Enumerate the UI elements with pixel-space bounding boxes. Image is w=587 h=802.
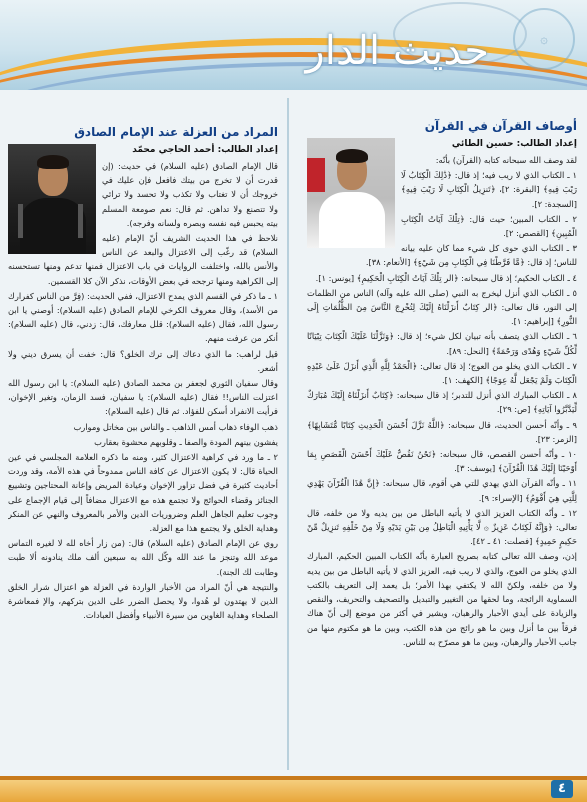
paragraph: إذن، وصف الله تعالى كتابه بصريح العبارة بأنّه الكتاب المبين الحكيم، المبارك الذي يخلو من العوج، والذي لا ريب فيه، العزيز الذي لا يأتيه الباطل من بين يديه ولا من خلفه، ولكنّ الله لا يكتفي بهذا الأمر؛ بل يعمد إلى التعريف بالكتب السماوية الرائجة، وما لحقها من التغيير والتبديل والتصحيف والتحريف، والنقص والزيادة على أيدي الأحبار والرهبان، ويشير في أكثر من موضع إلى أنّ هناك فرقاً بين ما أنزل وبين ما هو رائج من هذه الكتب، وبين ما هو مكتوم منها من جانب الأحبار والرهبان، وبين ما هو مصرّح به للناس.: [307, 551, 577, 647]
poem-verse: ذهب الوفاء ذهاب أمس الذاهب ـ والناس بين مخاتل وموارب: [73, 421, 278, 432]
paragraph: ٨ ـ الكتاب المبارك الذي أنزل للتدبر؛ إذ قال سبحانه: ﴿كِتَابٌ أَنزَلْنَاهُ إِلَيْكَ مُبَارَكٌ لِّيَدَّبَّرُوا آيَاتِهِ﴾ [ص: ٢٩].: [307, 390, 577, 415]
photo-figure: [336, 149, 368, 163]
paragraph: ١٢ ـ وأنّه الكتاب العزيز الذي لا يأتيه الباطل من بين يديه ولا من خلفه، قال تعالى: ﴿وَإِنَّهُ لَكِتَابٌ عَزِيزٌ ۞ لَّا يَأْتِيهِ الْبَاطِلُ مِن بَيْنِ يَدَيْهِ وَلَا مِنْ خَلْفِهِ تَنزِيلٌ مِّنْ حَكِيمٍ حَمِيدٍ﴾ [فصلت: ٤١ ـ ٤٢].: [307, 507, 577, 547]
page-footer: [0, 776, 587, 802]
paragraph: ٢ ـ ما ورد في كراهية الاعتزال كثير، ومنه ما ذكره العلامة المجلسي في عين الحياة قال: لا يكون الاعتزال عن كافة الناس ممدوحاً في هذه الأمة، وقد وردت أحاديث كثيرة في فضل تزاور الإخوان وعيادة المريض وإعانة المحتاجين وتشييع الجنائز وقضاء الحوائج ولا تجتمع هذه مع الاعتزال مضافاً إلى قيام الإجماع على وجوب تعليم الجاهل العلم وضروريات الدين والأمر بالمعروف والنهي عن المنكر وهداية الخلق ولا يجتمع هذا مع العزلة.: [8, 452, 278, 534]
author-photo: [8, 144, 96, 254]
photo-figure: [37, 155, 69, 169]
paragraph: والنتيجة هي أنّ المراد من الأخبار الواردة في العزلة هو اعتزال شرار الخلق الذين لا يهتدون لو هُدوا، ولا يحصل الضرر على الدين بتركهم، والإ فمعاشرة الصلحاء وهداية الغاوين من سيرة الأنبياء وأفضل العبادات.: [8, 581, 278, 621]
paragraph: وقال سفيان الثوري لجعفر بن محمد الصادق (عليه السلام): يا ابن رسول الله اعتزلت الناس!! فقال (عليه السلام): يا سفيان، فسد الزمان، وتغير الإخوان، فرأيت الانفراد أسكن للفؤاد. ثم قال (عليه السلام):: [8, 378, 278, 417]
article-heading: المراد من العزلة عند الإمام الصادق: [74, 125, 278, 139]
article-author: إعداد الطالب: حسين الطائي: [451, 139, 577, 149]
page-header: [0, 0, 587, 90]
paragraph: ٧ ـ الكتاب الذي يخلو من العوج؛ إذ قال تعالى: ﴿الْحَمْدُ لِلَّهِ الَّذِي أَنزَلَ عَلَىٰ عَبْدِهِ الْكِتَابَ وَلَمْ يَجْعَل لَّهُ عِوَجًا﴾ [الكهف: ١].: [307, 360, 577, 386]
paragraph: ١٠ ـ وأنّه أحسن القصص، قال سبحانه: ﴿نَحْنُ نَقُصُّ عَلَيْكَ أَحْسَنَ الْقَصَصِ بِمَا أَوْحَيْنَا إِلَيْكَ هَٰذَا الْقُرْآنَ﴾ [يوسف: ٣].: [307, 449, 577, 474]
article-author: إعداد الطالب: أحمد الحاجي محمّد: [132, 145, 278, 155]
article-right: [307, 100, 577, 770]
photo-figure: [319, 192, 385, 248]
paragraph: قال الإمام الصادق (عليه السلام) في حديث: (إن قدرت أن لا تخرج من بيتك فافعل فإن عليك في خروجك أن لا تغتاب ولا تكذب ولا تحسد ولا ترائي ولا تتصنع ولا تداهن. ثم قال: نعم صومعة المسلم بيته يحبس فيه نفسه وبصره ولسانه وفرجه).: [102, 161, 278, 228]
paragraph: قيل لراهب: ما الذي دعاك إلى ترك الخلق؟ قال: خفت أن يسرق ديني ولا أشعر.: [8, 348, 278, 373]
paragraph: ١١ ـ وأنّه القرآن الذي يهدي للتي هي أقوم، قال سبحانه: ﴿إِنَّ هَٰذَا الْقُرْآنَ يَهْدِي لِلَّتِي هِيَ أَقْوَمُ﴾ [الإسراء: ٩].: [307, 478, 577, 503]
background-banner: [307, 158, 325, 192]
footer-band: [0, 776, 587, 780]
photo-figure: [20, 198, 86, 254]
poem-verse: يفشون بينهم المودة والصفا ـ وقلوبهم محشوة بعقارب: [94, 436, 278, 447]
calligraphy-logo-icon: ۞: [513, 8, 575, 70]
article-left: [8, 100, 278, 770]
paragraph: ٩ ـ وأنّه أحسن الحديث، قال سبحانه: ﴿اللَّهُ نَزَّلَ أَحْسَنَ الْحَدِيثِ كِتَابًا مُّتَشَابِهًا﴾ [الزمر: ٢٣].: [307, 419, 577, 444]
paragraph: ١ ـ ما ذكر في القسم الذي يمدح الاعتزال، ففي الحديث: (فِرَّ من الناس كفرارك من الأسد)، وقال معروف الكرخي للإمام الصادق (عليه السلام): أوصني يا ابن رسول الله، فقال (عليه السلام): قلل معارفك، قال: زدني، قال (عليه السلام): أنكر من عرفت منهم.: [8, 290, 278, 344]
author-photo: [307, 138, 395, 248]
paragraph: روي عن الإمام الصادق (عليه السلام) قال: (من زار أخاه لله لا لغيره التماس موعد الله وتنجز ما عند الله وكّل الله به سبعين ألف ملك ينادونه ألا طبت وطابت لك الجنة).: [8, 538, 278, 577]
article-heading: أوصاف القرآن في القرآن: [424, 119, 577, 133]
paragraph: نلاحظ في هذا الحديث الشريف أنّ الإمام (عليه السلام) قد رغّب إلى الاعتزال والبعد عن الناس والأنس بالله، واختلفت الروايات في باب الاعتزال فمنها تدعم ومنها تستحسنه إلى الكراهية ومنها ترجحه في بعض الأوقات، نذكر الآن كلا القسمين.: [8, 233, 278, 286]
microphone: [18, 204, 23, 238]
paragraph: ٤ ـ الكتاب الحكيم؛ إذ قال سبحانه: ﴿الر تِلْكَ آيَاتُ الْكِتَابِ الْحَكِيمِ﴾ [يونس: ١].: [315, 272, 577, 283]
paragraph: ٢ ـ الكتاب المبين؛ حيث قال: ﴿تِلْكَ آيَاتُ الْكِتَابِ الْمُبِينِ﴾ [القصص: ٢].: [401, 213, 577, 239]
page-number: ٤: [551, 780, 573, 798]
paragraph: ٦ ـ الكتاب الذي يتصف بأنه تبيان لكل شيء؛ إذ قال: ﴿وَنَزَّلْنَا عَلَيْكَ الْكِتَابَ تِبْيَانًا لِّكُلِّ شَيْءٍ وَهُدًى وَرَحْمَةً﴾ [النحل: ٨٩].: [307, 331, 577, 356]
section-title: حديث الدار: [305, 28, 489, 74]
paragraph: ١ ـ الكتاب الذي لا ريب فيه؛ إذ قال: ﴿ذَٰلِكَ الْكِتَابُ لَا رَيْبَ فِيهِ﴾ [البقرة: ٢]، ﴿تَنزِيلُ الْكِتَابِ لَا رَيْبَ فِيهِ﴾ [السجدة: ٢].: [401, 170, 577, 209]
column-divider: [287, 98, 289, 770]
paragraph: ٣ ـ الكتاب الذي حوى كل شيء مما كان عليه بيانه للناس؛ إذ قال: ﴿مَّا فَرَّطْنَا فِي الْكِتَابِ مِن شَيْءٍ﴾ [الأنعام: ٣٨].: [365, 243, 577, 268]
paragraph: ٥ ـ الكتاب الذي أنزل ليخرج به النبي (صلى الله عليه وآله) الناس من الظلمات إلى النور، قال تعالى: ﴿الر كِتَابٌ أَنزَلْنَاهُ إِلَيْكَ لِتُخْرِجَ النَّاسَ مِنَ الظُّلُمَاتِ إِلَى النُّورِ﴾ [إبراهيم: ١].: [307, 287, 577, 327]
microphone: [78, 204, 83, 238]
paragraph: لقد وصف الله سبحانه كتابه (القرآن) بأنّه:: [435, 155, 577, 165]
